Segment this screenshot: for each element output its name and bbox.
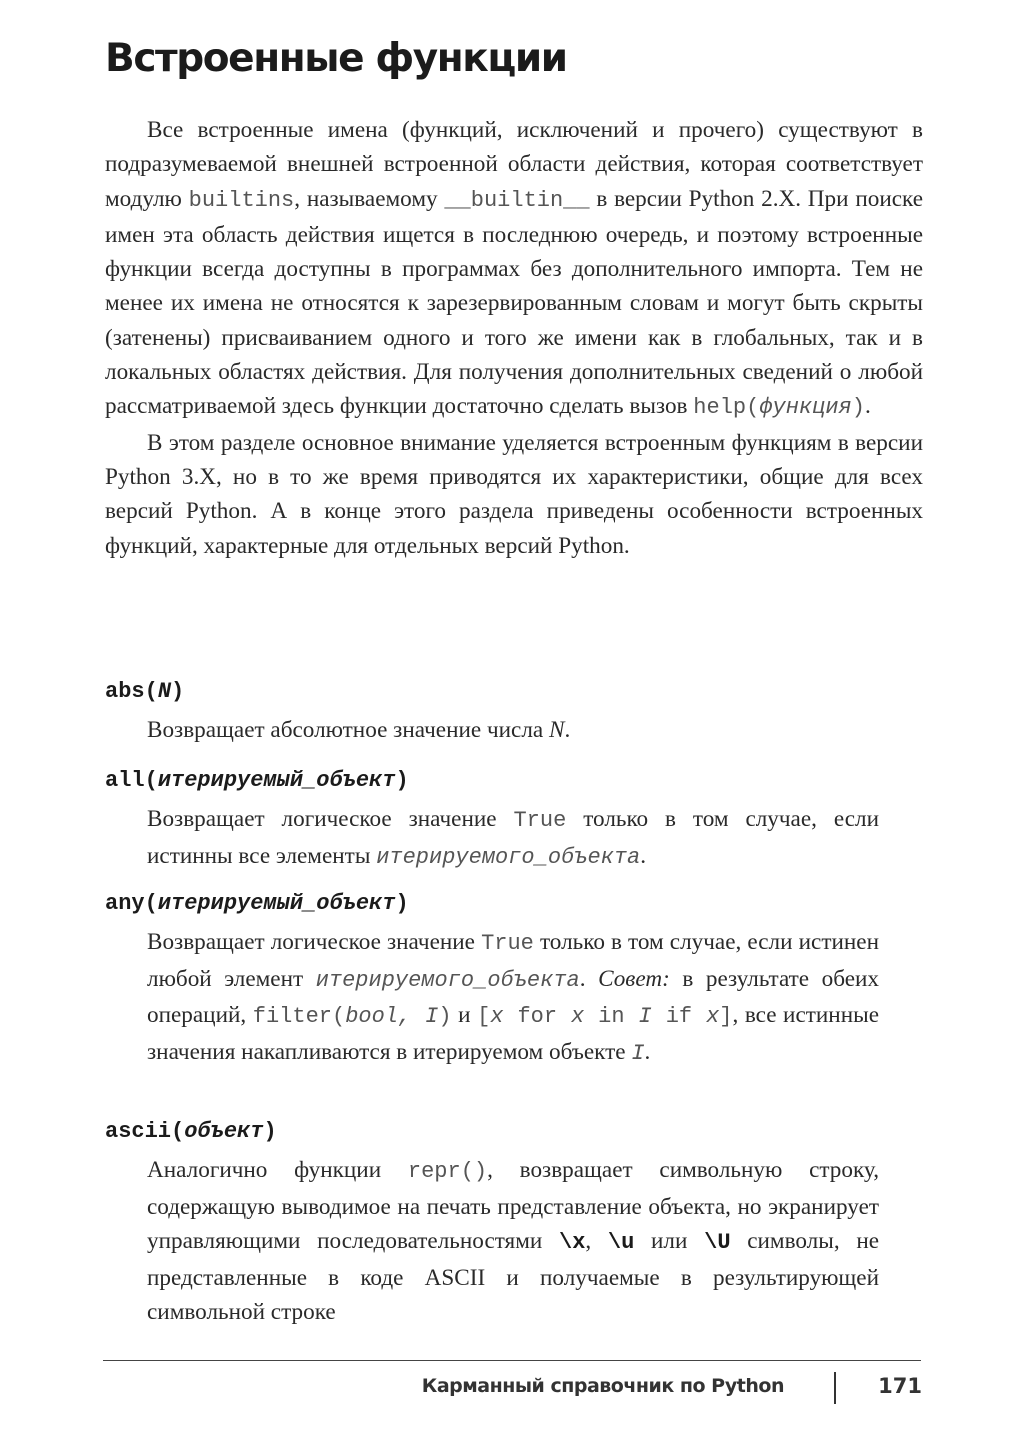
page-number: 171 <box>878 1374 922 1398</box>
footer-rule <box>103 1360 921 1361</box>
entry-any-heading: any(итерируемый_объект) <box>105 891 409 916</box>
entry-all-description: Возвращает логическое значение True только в том случае, если истинны все элементы итерируемого_объекта. <box>147 806 879 870</box>
entry-abs-heading: abs(N) <box>105 679 185 704</box>
code-help: help( <box>693 395 760 421</box>
footer-book-title: Карманный справочник по Python <box>421 1375 784 1397</box>
entry-any-description: Возвращает логическое значение True только в том случае, если истинен любой элемент итерируемого_объекта. Совет: в результате обеих операций, filter(bool, I) и [x for x in I if x], все истинные значения накапливаются в итерируемом объекте I. <box>147 929 879 1066</box>
intro-text <box>105 113 923 563</box>
footer-divider <box>834 1372 836 1404</box>
section-title: Встроенные функции <box>105 36 567 81</box>
entry-all-heading: all(итерируемый_объект) <box>105 768 409 793</box>
intro-paragraph-2: В этом разделе основное внимание уделяется встроенным функциям в версии Python 3.X, но в то же время приводятся их характеристики, общие для всех версий Python. А в конце этого раздела приведены особенности встроенных функций, характерные для отдельных версий Python. <box>105 429 923 559</box>
code-builtins: builtins <box>188 187 295 213</box>
entry-ascii-heading: ascii(объект) <box>105 1119 277 1144</box>
entry-abs-description: Возвращает абсолютное значение числа N. <box>147 717 571 743</box>
entry-ascii-description: Аналогично функции repr(), возвращает символьную строку, содержащую выводимое на печать представление объекта, но экранирует управляющими последовательностями \x, \u или \U символы, не представленные в коде ASCII и получаемые в результирующей символьной строке <box>147 1157 880 1326</box>
tip-label: Совет: <box>598 965 670 992</box>
code-builtin-2x: __builtin__ <box>444 187 590 213</box>
intro-paragraph-1: Все встроенные имена (функций, исключений и прочего) существуют в подразумеваемой внешней встроенной области действия, которая соответствует модулю builtins, называемому __builtin__ в версии Python 2.X. При поиске имен эта область действия ищется в последнюю очередь, и поэтому встроенные функции всегда доступны в программах без дополнительного импорта. Тем не менее их имена не относятся к зарезервированным словам и могут быть скрыты (затенены) присваиванием одного и того же имени как в глобальных, так и в локальных областях действия. Для получения дополнительных сведений о любой рассматриваемой здесь функции достаточно сделать вызов help(функция). <box>105 117 923 421</box>
code-help-arg: функция <box>759 395 852 421</box>
